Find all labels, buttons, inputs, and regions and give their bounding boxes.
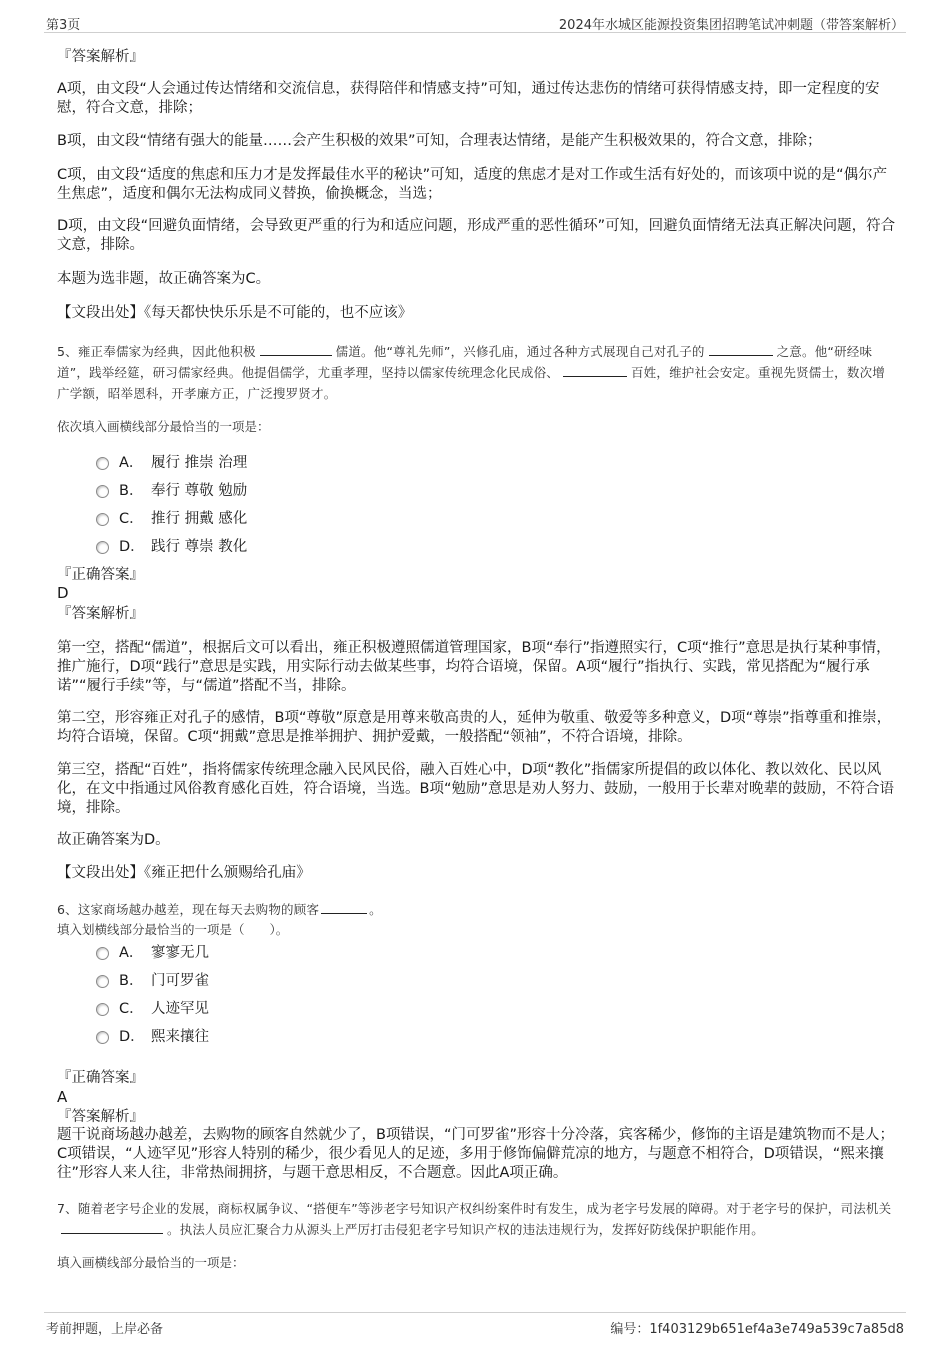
q6-option-b[interactable] [96, 968, 209, 990]
radio-icon[interactable] [96, 947, 109, 960]
q5-answer-label: 『正确答案』 [57, 567, 144, 583]
q4-conclusion: 本题为选非题，故正确答案为C。 [57, 271, 271, 287]
option-text: 践行 尊崇 教化 [151, 538, 248, 555]
q5-stem-part1: 5、雍正奉儒家为经典，因此他积极 [57, 344, 256, 359]
option-text: 寥寥无几 [151, 944, 209, 961]
radio-icon[interactable] [96, 541, 109, 554]
q5-source: 【文段出处】《雍正把什么颁赐给孔庙》 [57, 865, 311, 881]
q6-stem [57, 899, 897, 920]
q5-instruction: 依次填入画横线部分最恰当的一项是： [57, 419, 270, 434]
q6-analysis-label: 『答案解析』 [57, 1109, 144, 1125]
radio-icon[interactable] [96, 1031, 109, 1044]
option-letter: C． [119, 1000, 144, 1017]
option-letter: B． [119, 972, 144, 989]
q4-analysis-d: D项，由文段“回避负面情绪，会导致更严重的行为和适应问题，形成严重的恶性循环”可知，回避负面情绪无法真正解决问题，符合文意，排除。 [57, 218, 896, 253]
q6-blank[interactable] [321, 899, 367, 914]
option-letter: B． [119, 482, 144, 499]
q5-stem-part3: 之意。他“研经味道”，践举经筵，研习儒家经典。他提倡儒学，尤重孝理，坚持以儒家传统理念化民成俗、 [57, 344, 873, 380]
q6-instruction: 填入划横线部分最恰当的一项是（ ）。 [57, 922, 289, 937]
q6-stem-text: 6、这家商场越办越差，现在每天去购物的顾客 [57, 902, 320, 917]
radio-icon[interactable] [96, 457, 109, 470]
q5-analysis-1: 第一空，搭配“儒道”，根据后文可以看出，雍正积极遵照儒道管理国家，B项“奉行”指遵照实行，C项“推行”意思是执行某种事情，推广施行，D项“践行”意思是实践，用实际行动去做某些事，均符合语境，保留。A项“履行”指执行、实践，常见搭配为“履行承诺”“履行手续”等，与“儒道”搭配不当，排除。 [57, 640, 891, 694]
q7-instruction: 填入画横线部分最恰当的一项是： [57, 1255, 245, 1270]
footer-code [610, 1318, 904, 1337]
q5-analysis-2: 第二空，形容雍正对孔子的感情，B项“尊敬”原意是用尊来敬高贵的人，延伸为敬重、敬爱等多种意义，D项“尊崇”指尊重和推崇，均符合语境，保留。C项“拥戴”意思是推举拥护、拥护爱戴，一般搭配“领袖”，不符合语境，排除。 [57, 710, 892, 745]
option-letter: C． [119, 510, 144, 527]
q6-option-a[interactable] [96, 940, 209, 962]
radio-icon[interactable] [96, 1003, 109, 1016]
footer-code-label: 编号： [610, 1322, 650, 1337]
q6-stem-end: 。 [369, 902, 382, 917]
q6-option-c[interactable] [96, 996, 209, 1018]
q5-answer: D [57, 584, 69, 602]
q5-option-b[interactable] [96, 478, 247, 500]
option-letter: D． [119, 1028, 145, 1045]
q6-answer-label: 『正确答案』 [57, 1070, 144, 1086]
q5-blank-1[interactable] [260, 341, 332, 356]
option-letter: A． [119, 454, 144, 471]
q4-analysis-a: A项，由文段“人会通过传达情绪和交流信息，获得陪伴和情感支持”可知，通过传达悲伤的情绪可获得情感支持，即一定程度的安慰，符合文意，排除； [57, 81, 880, 116]
q6-answer: A [57, 1088, 68, 1106]
q5-blank-2[interactable] [709, 341, 773, 356]
q7-stem [57, 1198, 897, 1240]
q4-analysis-c: C项，由文段“适度的焦虑和压力才是发挥最佳水平的秘诀”可知，适度的焦虑才是对工作或生活有好处的，而该项中说的是“偶尔产生焦虑”，适度和偶尔无法构成同义替换，偷换概念，当选； [57, 167, 888, 202]
document-title: 2024年水城区能源投资集团招聘笔试冲刺题（带答案解析） [558, 18, 904, 33]
header-divider [44, 32, 906, 33]
q5-stem-part2: 儒道。他“尊礼先师”，兴修孔庙，通过各种方式展现自己对孔子的 [335, 344, 705, 359]
q5-stem [57, 341, 897, 404]
q7-stem-part2: 。执法人员应汇聚合力从源头上严厉打击侵犯老字号知识产权的违法违规行为，发挥好防线保护职能作用。 [167, 1222, 764, 1237]
option-text: 推行 拥戴 感化 [151, 510, 248, 527]
q5-option-a[interactable] [96, 450, 247, 472]
q5-option-d[interactable] [96, 534, 247, 556]
q5-analysis-label: 『答案解析』 [57, 606, 144, 622]
q5-blank-3[interactable] [563, 362, 627, 377]
q5-option-c[interactable] [96, 506, 247, 528]
option-text: 门可罗雀 [151, 972, 209, 989]
q4-analysis-label: 『答案解析』 [57, 49, 144, 65]
footer-divider [44, 1312, 906, 1313]
q7-stem-part1: 7、随着老字号企业的发展，商标权属争议、“搭便车”等涉老字号知识产权纠纷案件时有发生，成为老字号发展的障碍。对于老字号的保护，司法机关 [57, 1201, 892, 1216]
page-number: 第3页 [46, 18, 81, 33]
option-text: 奉行 尊敬 勉励 [151, 482, 248, 499]
radio-icon[interactable] [96, 513, 109, 526]
q5-conclusion: 故正确答案为D。 [57, 832, 170, 848]
q4-analysis-b: B项，由文段“情绪有强大的能量……会产生积极的效果”可知，合理表达情绪，是能产生积极效果的，符合文意，排除； [57, 133, 822, 149]
radio-icon[interactable] [96, 485, 109, 498]
footer-slogan: 考前押题，上岸必备 [46, 1322, 164, 1337]
option-text: 熙来攘往 [151, 1028, 209, 1045]
q6-option-d[interactable] [96, 1024, 209, 1046]
q4-source: 【文段出处】《每天都快快乐乐是不可能的，也不应该》 [57, 305, 413, 321]
q5-analysis-3: 第三空，搭配“百姓”，指将儒家传统理念融入民风民俗，融入百姓心中，D项“教化”指儒家所提倡的政以体化、教以效化、民以风化，在文中指通过风俗教育感化百姓，符合语境，当选。B项“勉励”意思是劝人努力、鼓励，一般用于长辈对晚辈的鼓励，不符合语境，排除。 [57, 762, 894, 816]
q5-stem-part4: 百姓，维护社会安定。重视先贤儒士，数次增广学额，昭举恩科，开孝廉方正，广泛搜罗贤才。 [57, 365, 885, 401]
option-letter: A． [119, 944, 144, 961]
option-letter: D． [119, 538, 145, 555]
option-text: 人迹罕见 [151, 1000, 209, 1017]
q6-analysis: 题干说商场越办越差，去购物的顾客自然就少了，B项错误，“门可罗雀”形容十分冷落，宾客稀少，修饰的主语是建筑物而不是人；C项错误，“人迹罕见”形容人特别的稀少，很少看见人的足迹，多用于修饰偏僻荒凉的地方，与题意不相符合，D项错误，“熙来攘往”形容人来人往，非常热闹拥挤，与题干意思相反，不合题意。因此A项正确。 [57, 1127, 894, 1181]
footer-code-value: 1f403129b651ef4a3e749a539c7a85d8 [649, 1322, 904, 1337]
option-text: 履行 推崇 治理 [151, 454, 248, 471]
radio-icon[interactable] [96, 975, 109, 988]
q7-blank[interactable] [61, 1219, 163, 1234]
